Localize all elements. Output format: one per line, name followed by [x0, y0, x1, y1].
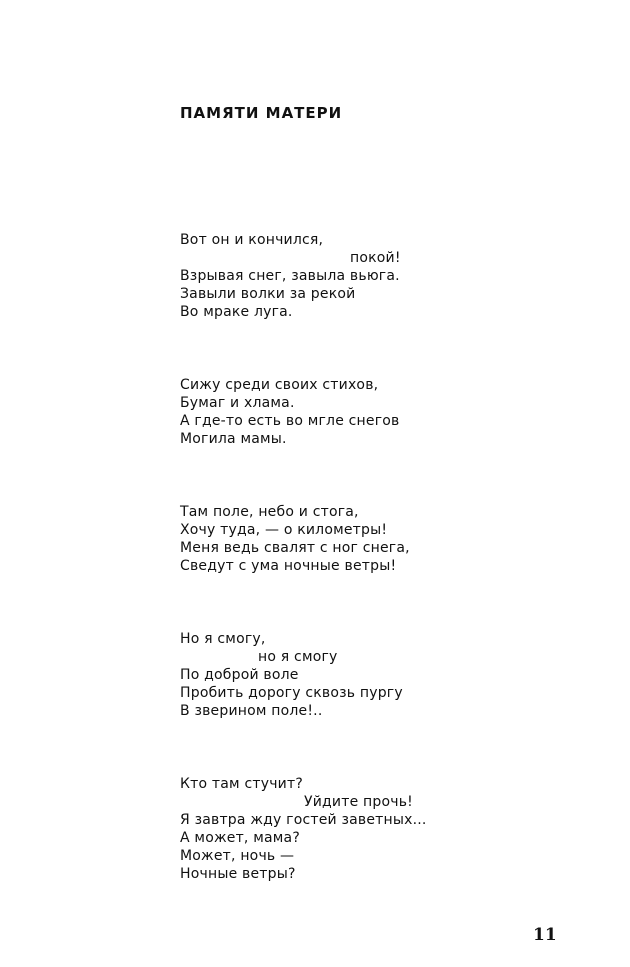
stanza-4	[180, 630, 480, 720]
poem-line: Могила мамы.	[180, 431, 287, 447]
poem-line: Я завтра жду гостей заветных...	[180, 812, 427, 828]
poem-title: ПАМЯТИ МАТЕРИ	[180, 104, 343, 122]
poem-line: Хочу туда, — о километры!	[180, 522, 388, 538]
poem-line: А где-то есть во мгле снегов	[180, 413, 400, 429]
page-number: 11	[533, 925, 557, 945]
poem-line: Меня ведь свалят с ног снега,	[180, 540, 410, 556]
poem-line: Завыли волки за рекой	[180, 286, 356, 302]
stanza-3	[180, 503, 480, 575]
poem-line: Пробить дорогу сквозь пургу	[180, 685, 403, 701]
stanza-1	[180, 231, 480, 321]
poem-line: Бумаг и хлама.	[180, 395, 295, 411]
poem-line: А может, мама?	[180, 830, 300, 846]
poem-line: Взрывая снег, завыла вьюга.	[180, 268, 400, 284]
poem-line: Сведут с ума ночные ветры!	[180, 558, 397, 574]
poem-line: Ночные ветры?	[180, 866, 296, 882]
poem-line: В зверином поле!..	[180, 703, 323, 719]
poem-line: Там поле, небо и стога,	[180, 504, 359, 520]
poem-line: Уйдите прочь!	[304, 794, 413, 810]
poem-line: покой!	[350, 250, 401, 266]
poem-line: Но я смогу,	[180, 631, 266, 647]
poem-line: Может, ночь —	[180, 848, 295, 864]
stanza-2	[180, 376, 480, 448]
poem-line: но я смогу	[258, 649, 338, 665]
poem-line: Сижу среди своих стихов,	[180, 377, 379, 393]
stanza-5	[180, 775, 480, 883]
poem-line: По доброй воле	[180, 667, 299, 683]
poem-line: Во мраке луга.	[180, 304, 293, 320]
poem-body	[180, 231, 480, 938]
poem-line: Вот он и кончился,	[180, 232, 324, 248]
poem-line: Кто там стучит?	[180, 776, 303, 792]
